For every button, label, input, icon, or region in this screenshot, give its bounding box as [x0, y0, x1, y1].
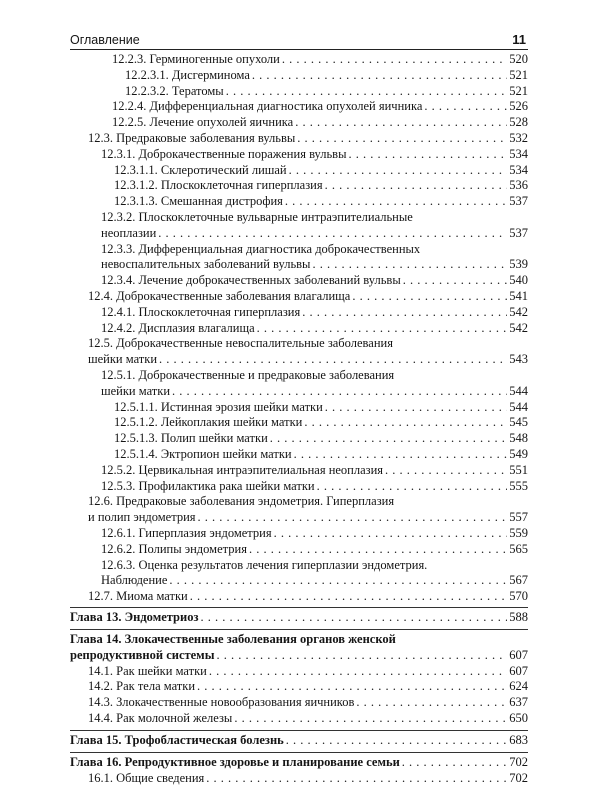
- toc-entry[interactable]: [70, 400, 528, 416]
- toc-entry-page: 541: [509, 289, 528, 303]
- dot-leader: [206, 771, 507, 787]
- toc-entry-page: 565: [509, 541, 528, 556]
- dot-leader: [169, 573, 507, 589]
- toc-entry-page: 543: [509, 352, 528, 367]
- toc-entry-page: 548: [509, 431, 528, 446]
- toc-entry-title: 12.4. Доброкачественные заболевания влагалища: [88, 289, 351, 303]
- toc-entry-title: 12.5.1.4. Эктропион шейки матки: [114, 447, 292, 461]
- dot-leader: [270, 431, 507, 447]
- toc-entry-page: 537: [509, 225, 528, 240]
- toc-entry-title: Глава 16. Репродуктивное здоровье и планирование семьи: [70, 755, 400, 769]
- dot-leader: [198, 510, 508, 526]
- toc-chapter-entry[interactable]: [70, 733, 528, 749]
- toc-entry-page: 520: [509, 52, 528, 66]
- toc-entry-page: 570: [509, 589, 528, 604]
- toc-entry-page: 534: [509, 162, 528, 177]
- toc-entry-title: 12.3.1.2. Плоскоклеточная гиперплазия: [114, 178, 323, 193]
- toc-entry[interactable]: [70, 84, 528, 100]
- toc-entry-title: 12.6. Предраковые заболевания эндометрия. Гиперплазия: [88, 494, 395, 509]
- toc-entry[interactable]: [70, 305, 528, 321]
- toc-entry-page: 650: [509, 711, 528, 725]
- dot-leader: [325, 178, 508, 194]
- page-number: 11: [512, 32, 526, 47]
- toc-entry-title: 12.3.1.1. Склеротический лишай: [114, 162, 287, 177]
- toc-entry-page: 607: [509, 647, 528, 662]
- toc-entry-title: 12.3. Предраковые заболевания вульвы: [88, 131, 296, 145]
- dot-leader: [289, 163, 508, 179]
- toc-entry-page: 528: [509, 115, 528, 130]
- toc-entry-title: 12.5.2. Цервикальная интраэпителиальная неоплазия: [101, 462, 384, 477]
- dot-leader: [304, 415, 507, 431]
- toc-entry-title: 14.2. Рак тела матки: [88, 679, 196, 694]
- dot-leader: [197, 679, 507, 695]
- toc-entry-title: 12.5.1.1. Истинная эрозия шейки матки: [114, 399, 323, 414]
- toc-entry-page: 557: [509, 510, 528, 525]
- toc-entry-page: 545: [509, 415, 528, 430]
- toc-entry-page: 534: [509, 146, 528, 161]
- toc-entry-title: 14.1. Рак шейки матки: [88, 663, 207, 678]
- toc-entry[interactable]: [70, 147, 528, 163]
- toc-entry-page: 532: [509, 131, 528, 145]
- toc-entry-title: 12.3.4. Лечение доброкачественных заболеваний вульвы: [101, 273, 401, 288]
- toc-entry-page: 536: [509, 178, 528, 193]
- toc-entry-title-continued: шейки матки: [88, 352, 158, 367]
- toc-entry[interactable]: [70, 664, 528, 680]
- toc-entry[interactable]: [70, 163, 528, 179]
- toc-entry-page: 607: [509, 663, 528, 678]
- toc-entry-title-continued: неоплазии: [101, 225, 157, 240]
- dot-leader: [402, 755, 507, 771]
- toc-entry[interactable]: [70, 415, 528, 431]
- toc-entry-title: 12.5.1.2. Лейкоплакия шейки матки: [114, 415, 303, 430]
- toc-entry[interactable]: [70, 115, 528, 131]
- dot-leader: [159, 352, 507, 368]
- toc-entry[interactable]: [70, 558, 528, 590]
- dot-leader: [385, 463, 507, 479]
- toc-entry-title: 12.3.1.3. Смешанная дистрофия: [114, 194, 283, 209]
- dot-leader: [172, 384, 507, 400]
- toc-entry-title: 12.5.3. Профилактика рака шейки матки: [101, 478, 315, 493]
- toc-entry-page: 539: [509, 257, 528, 272]
- toc-entry-title: 16.1. Общие сведения: [88, 770, 205, 785]
- toc-entry-page: 544: [509, 399, 528, 414]
- dot-leader: [312, 257, 507, 273]
- dot-leader: [209, 664, 507, 680]
- page-header: [70, 32, 528, 50]
- toc-entry[interactable]: [70, 131, 528, 147]
- toc-entry-page: 542: [509, 320, 528, 335]
- toc-entry[interactable]: [70, 771, 528, 787]
- dot-leader: [249, 542, 507, 558]
- dot-leader: [302, 305, 507, 321]
- toc-chapter-entry[interactable]: [70, 632, 528, 664]
- toc-entry[interactable]: [70, 68, 528, 84]
- toc-entry-title-continued: и полип эндометрия: [88, 510, 196, 525]
- toc-entry-title: 12.2.3. Герминогенные опухоли: [112, 52, 280, 66]
- toc-entry[interactable]: [70, 431, 528, 447]
- toc-entry[interactable]: [70, 336, 528, 368]
- toc-entry[interactable]: [70, 695, 528, 711]
- divider: [70, 752, 528, 753]
- toc-entry-title: 12.2.3.1. Дисгерминома: [125, 67, 250, 82]
- toc-entry-title: 12.5.1. Доброкачественные и предраковые заболевания: [101, 368, 395, 382]
- toc-entry-title: Глава 15. Трофобластическая болезнь: [70, 733, 284, 747]
- toc-entry-title: 12.7. Миома матки: [88, 589, 188, 604]
- dot-leader: [295, 115, 507, 131]
- dot-leader: [352, 289, 507, 305]
- toc-entry-title: 12.4.1. Плоскоклеточная гиперплазия: [101, 304, 301, 319]
- toc-entry-page: 537: [509, 194, 528, 209]
- dot-leader: [252, 68, 507, 84]
- toc-entry-page: 544: [509, 383, 528, 398]
- running-title: Оглавление: [70, 33, 140, 47]
- toc-entry-page: 549: [509, 447, 528, 461]
- dot-leader: [234, 711, 507, 727]
- dot-leader: [190, 589, 508, 605]
- toc-entry[interactable]: [70, 273, 528, 289]
- dot-leader: [403, 273, 508, 289]
- toc-chapter-entry[interactable]: [70, 755, 528, 771]
- toc-entry-title: 12.6.1. Гиперплазия эндометрия: [101, 526, 272, 540]
- toc-entry-page: 559: [509, 526, 528, 540]
- toc-entry-page: 555: [509, 478, 528, 493]
- dot-leader: [325, 400, 507, 416]
- dot-leader: [348, 147, 507, 163]
- toc-entry[interactable]: [70, 463, 528, 479]
- toc-entry-page: 521: [509, 83, 528, 98]
- dot-leader: [294, 447, 508, 463]
- toc-entry-title: 12.4.2. Дисплазия влагалища: [101, 320, 255, 335]
- toc-entry-title-continued: репродуктивной системы: [70, 647, 215, 662]
- toc-entry-title: 12.6.2. Полипы эндометрия: [101, 541, 247, 556]
- divider: [70, 629, 528, 630]
- toc-entry[interactable]: [70, 526, 528, 542]
- toc-entry-page: 542: [509, 304, 528, 319]
- dot-leader: [282, 52, 507, 68]
- toc-entry[interactable]: [70, 679, 528, 695]
- toc-entry-page: 540: [509, 273, 528, 288]
- toc-entry-page: 637: [509, 695, 528, 710]
- toc-entry-title: 12.6.3. Оценка результатов лечения гиперплазии эндометрия.: [101, 557, 428, 572]
- toc-entry-title: Глава 14. Злокачественные заболевания органов женской: [70, 632, 396, 646]
- toc-entry-page: 551: [509, 462, 528, 477]
- toc-entry[interactable]: [70, 542, 528, 558]
- toc-entry-page: 588: [509, 610, 528, 624]
- toc-entry-page: 521: [509, 67, 528, 82]
- toc-entry-title: 12.2.4. Дифференциальная диагностика опухолей яичника: [112, 99, 423, 114]
- toc-entry[interactable]: [70, 242, 528, 274]
- toc-entry[interactable]: [70, 447, 528, 463]
- toc-entry-title-continued: невоспалительных заболеваний вульвы: [101, 257, 311, 272]
- toc-entry[interactable]: [70, 52, 528, 68]
- toc-entry-title: 12.2.5. Лечение опухолей яичника: [112, 115, 294, 130]
- toc-entry-title: 12.5. Доброкачественные невоспалительные заболевания: [88, 336, 393, 351]
- toc-entry-title: 12.5.1.3. Полип шейки матки: [114, 431, 268, 446]
- toc-entry[interactable]: [70, 589, 528, 605]
- dot-leader: [200, 610, 507, 626]
- toc-entry-page: 526: [509, 99, 528, 114]
- dot-leader: [356, 695, 507, 711]
- divider: [70, 730, 528, 731]
- toc-entry-title-continued: шейки матки: [101, 383, 171, 398]
- toc-entry[interactable]: [70, 178, 528, 194]
- divider: [70, 607, 528, 608]
- toc-chapter-entry[interactable]: [70, 610, 528, 626]
- toc-entry-title: Глава 13. Эндометриоз: [70, 610, 199, 624]
- toc-entry[interactable]: [70, 368, 528, 400]
- toc-entry[interactable]: [70, 289, 528, 305]
- dot-leader: [274, 526, 508, 542]
- toc-entry[interactable]: [70, 194, 528, 210]
- dot-leader: [424, 99, 507, 115]
- toc-entry[interactable]: [70, 711, 528, 727]
- toc-entry-page: 683: [509, 733, 528, 747]
- toc-entry-page: 702: [509, 770, 528, 785]
- toc-entry[interactable]: [70, 321, 528, 337]
- toc-entry-page: 624: [509, 679, 528, 694]
- dot-leader: [297, 131, 507, 147]
- dot-leader: [158, 226, 507, 242]
- toc-entry-title: 12.3.1. Доброкачественные поражения вульвы: [101, 146, 347, 161]
- toc-entry[interactable]: [70, 494, 528, 526]
- toc-entry-title: 12.2.3.2. Тератомы: [125, 83, 224, 98]
- toc-entry-title: 14.4. Рак молочной железы: [88, 711, 233, 725]
- toc-entry[interactable]: [70, 99, 528, 115]
- toc-entry-title: 12.3.3. Дифференциальная диагностика доброкачественных: [101, 241, 421, 256]
- dot-leader: [226, 84, 508, 100]
- toc-entry-title: 14.3. Злокачественные новообразования яичников: [88, 695, 355, 710]
- toc-entry[interactable]: [70, 210, 528, 242]
- toc-entry[interactable]: [70, 479, 528, 495]
- toc-entry-page: 567: [509, 573, 528, 588]
- toc-entry-title: 12.3.2. Плоскоклеточные вульварные интраэпителиальные: [101, 210, 413, 224]
- dot-leader: [257, 321, 508, 337]
- dot-leader: [216, 648, 507, 664]
- dot-leader: [286, 733, 507, 749]
- toc-entry-page: 702: [509, 755, 528, 769]
- dot-leader: [285, 194, 507, 210]
- toc-entry-title-continued: Наблюдение: [101, 573, 168, 588]
- dot-leader: [317, 479, 508, 495]
